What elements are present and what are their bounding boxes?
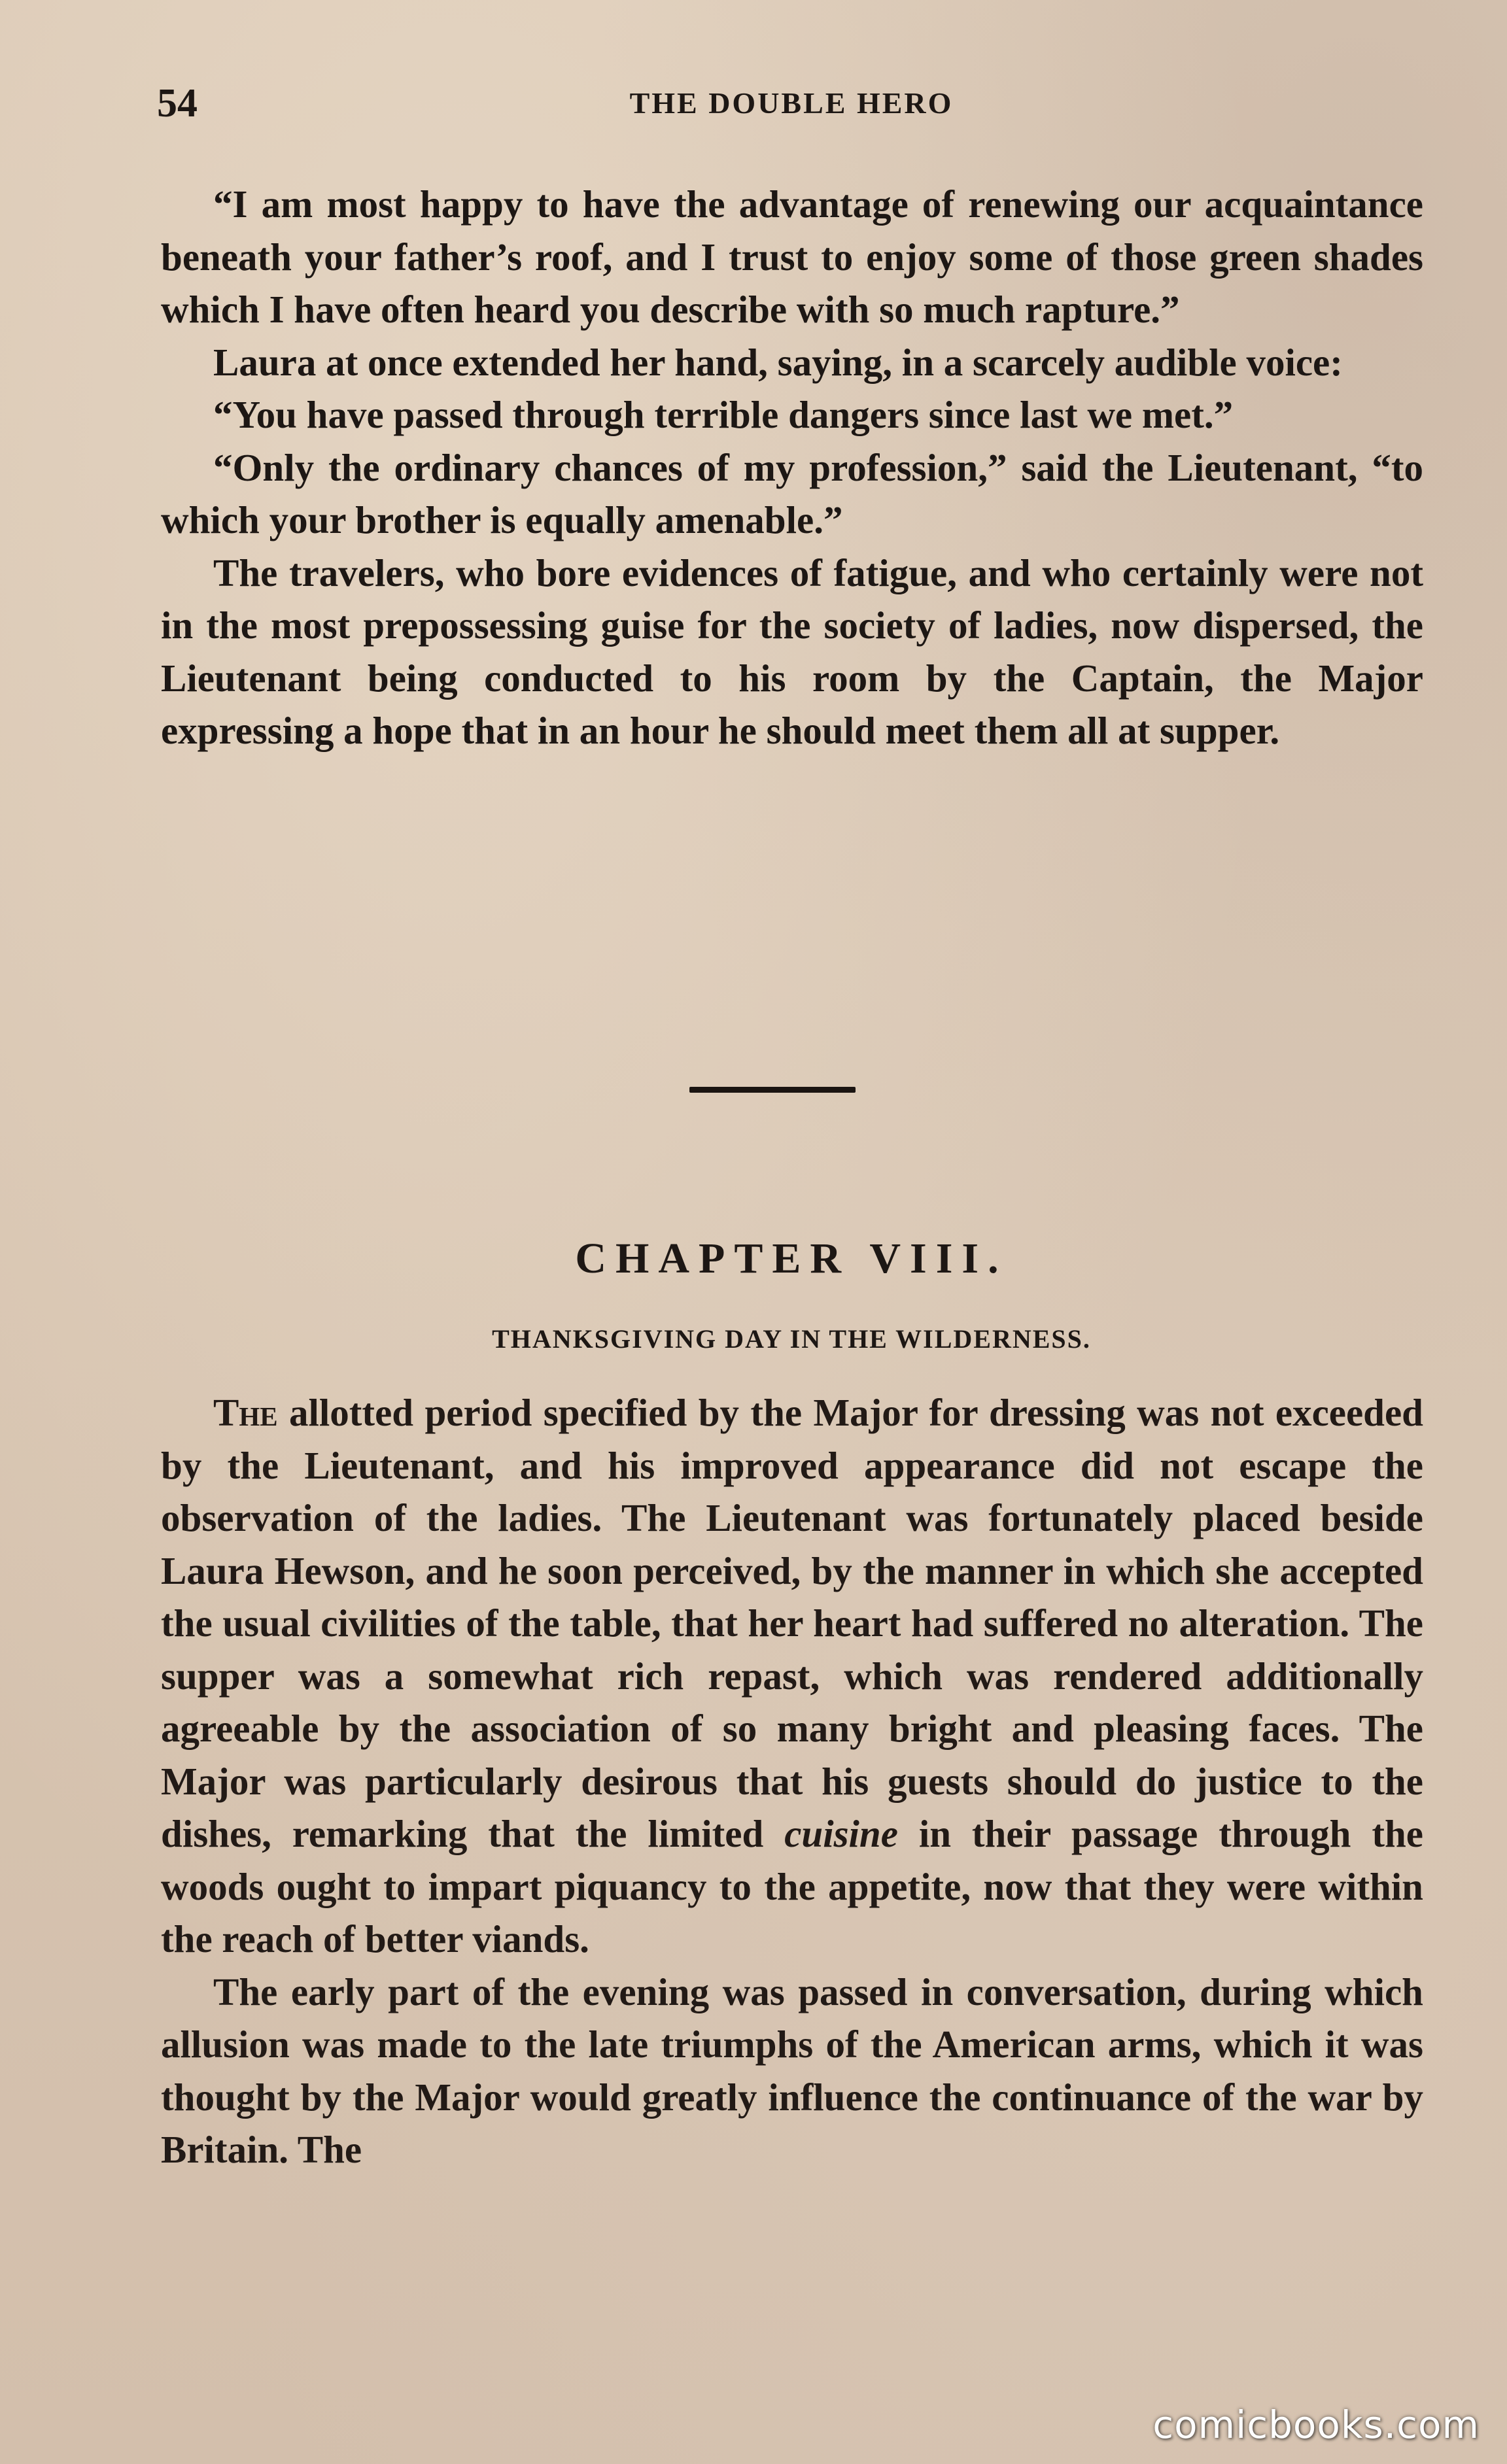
lead-word: The (213, 1391, 278, 1434)
running-head: THE DOUBLE HERO (629, 86, 954, 120)
page-header (157, 77, 1426, 129)
paragraph: “Only the ordinary chances of my profession,” said the Lieutenant, “to which your brother is equally amenable.” (161, 445, 1423, 541)
paragraph: The early part of the evening was passed in conversation, during which allusion was made to the late triumphs of the American arms, which it was thought by the Major would greatly influence the continuance of the war by Britain. The (161, 1970, 1423, 2171)
chapter-text-block (161, 1386, 1423, 2176)
paragraph-text: in their passage through the woods ought to impart piquancy to the appetite, now that they were within the reach of better viands. (161, 1812, 1423, 1960)
page-number: 54 (157, 81, 198, 126)
paragraph: Laura at once extended her hand, saying, in a scarcely audible voice: (213, 340, 1343, 384)
italic-word: cuisine (784, 1812, 898, 1855)
paragraph: The travelers, who bore evidences of fatigue, and who certainly were not in the most prepossessing guise for the society of ladies, now dispersed, the Lieutenant being conducted to his room by the Captain, the Major expressing a hope that in an hour he should meet them all at supper. (161, 551, 1423, 752)
chapter-subtitle: THANKSGIVING DAY IN THE WILDERNESS. (492, 1324, 1091, 1354)
paragraph: “I am most happy to have the advantage of renewing our acquaintance beneath your father’s roof, and I trust to enjoy some of those green shades which I have often heard you describe with so much rapture.” (161, 182, 1423, 331)
chapter-title: CHAPTER VIII. (575, 1235, 1008, 1282)
top-text-block (161, 178, 1423, 757)
paragraph-text: allotted period specified by the Major for dressing was not exceeded by the Lieutenant, and his improved appearance did not escape the observation of the ladies. The Lieutenant was fortunately placed beside Laura Hewson, and he soon perceived, by the manner in which she accepted the usual civilities of the table, that her heart had suffered no alteration. The supper was a somewhat rich repast, which was rendered additionally agreeable by the association of so many bright and pleasing faces. The Major was particularly desirous that his guests should do justice to the dishes, remarking that the limited (161, 1391, 1423, 1855)
paragraph: “You have passed through terrible dangers since last we met.” (213, 393, 1234, 436)
section-divider (689, 1087, 856, 1093)
paragraph (161, 1386, 1423, 1966)
watermark: comicbooks.com (1152, 2403, 1480, 2447)
